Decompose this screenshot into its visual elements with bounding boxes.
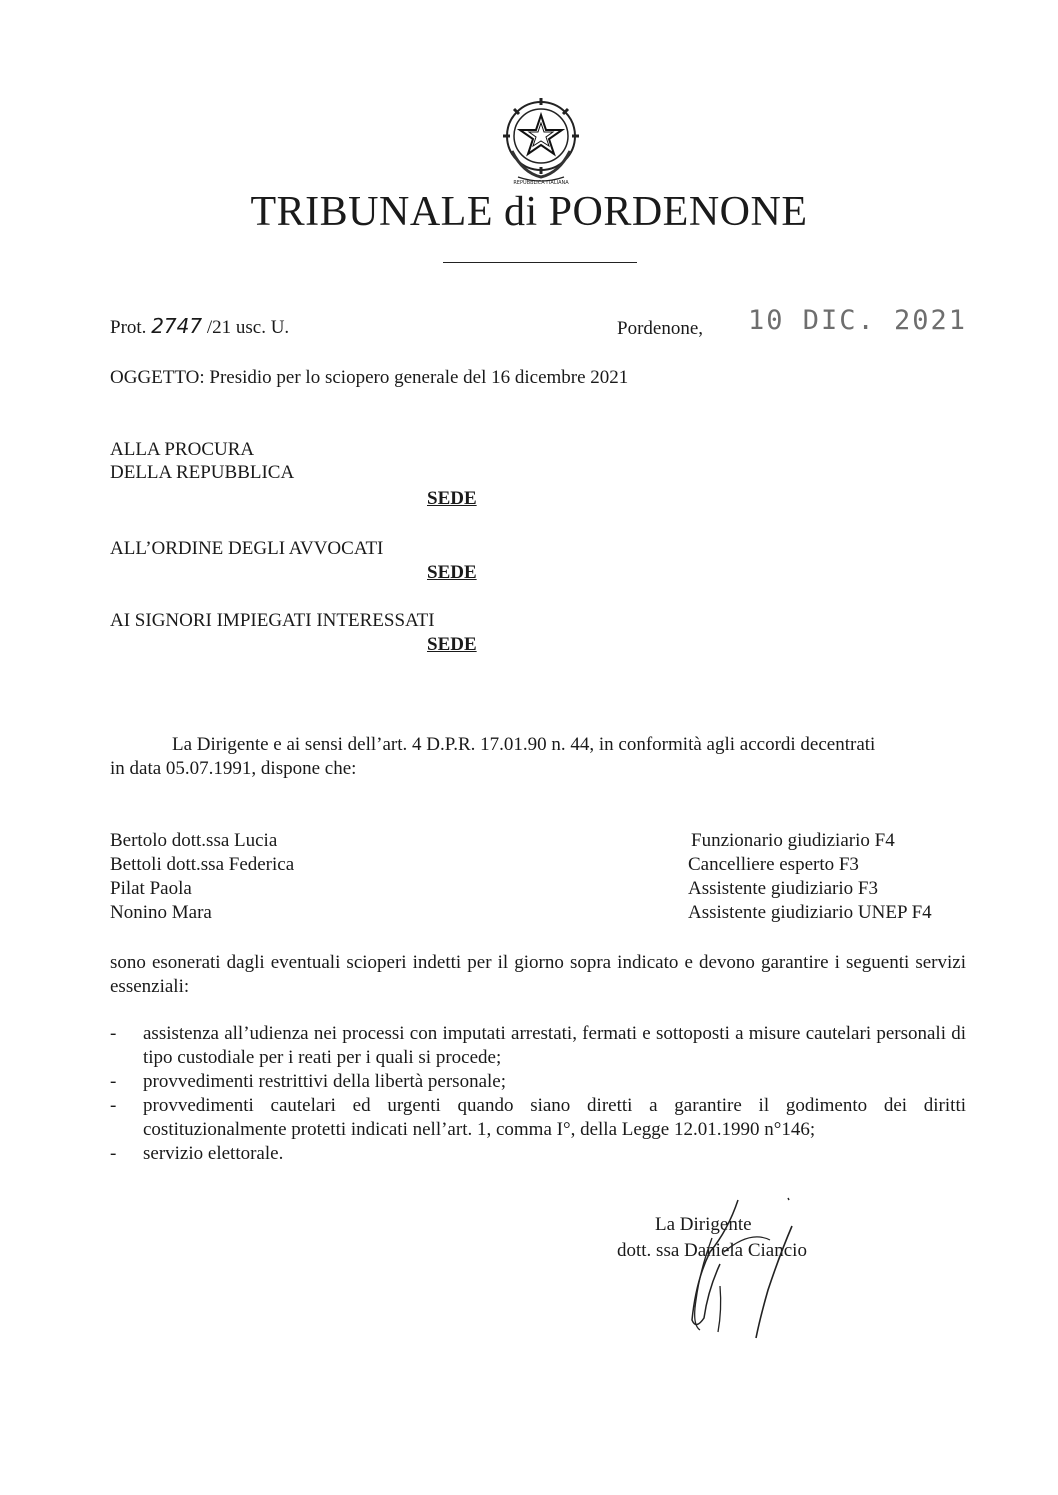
service-item: assistenza all’udienza nei processi con imputati arrestati, fermati e sottoposti a misure cautelari personali di tipo custodiale per i reati per i quali si procede; (143, 1023, 966, 1068)
staff-name: Bertolo dott.ssa Lucia (110, 830, 278, 851)
protocol-line (110, 314, 289, 340)
staff-name: Bettoli dott.ssa Federica (110, 854, 295, 875)
place-label: Pordenone, (617, 318, 704, 339)
subject-text: Presidio per lo sciopero generale del 16 dicembre 2021 (209, 367, 629, 388)
subject-line (110, 366, 628, 390)
service-item: servizio elettorale. (143, 1143, 284, 1164)
signatory-name: dott. ssa Daniela Ciancio (617, 1240, 807, 1261)
staff-role: Assistente giudiziario F3 (688, 878, 878, 899)
protocol-number: 2747 (151, 314, 203, 338)
title-divider (443, 262, 637, 263)
staff-role: Funzionario giudiziario F4 (691, 830, 895, 851)
subject-label: OGGETTO: (110, 367, 205, 388)
staff-role: Cancelliere esperto F3 (688, 854, 859, 875)
emblem-caption: REPUBBLICA ITALIANA (513, 180, 569, 186)
recipient-line: DELLA REPUBBLICA (110, 462, 295, 483)
bullet-dash: - (110, 1143, 117, 1164)
recipient-location: SEDE (427, 488, 477, 509)
service-item: provvedimenti cautelari ed urgenti quando siano diretti a garantire il godimento dei diritti costituzionalmente protetti indicati nell’art. 1, comma I°, della Legge 12.01.1990 n°146; (143, 1095, 966, 1140)
republic-emblem (498, 93, 584, 187)
recipient-location: SEDE (427, 634, 477, 655)
staff-role: Assistente giudiziario UNEP F4 (688, 902, 932, 923)
signatory-title: La Dirigente (655, 1214, 752, 1235)
bullet-dash: - (110, 1023, 117, 1044)
protocol-prefix: Prot. (110, 317, 147, 338)
handwritten-signature (600, 1190, 800, 1350)
service-item: provvedimenti restrittivi della libertà personale; (143, 1071, 506, 1092)
staff-name: Pilat Paola (110, 878, 192, 899)
date-stamp: 10 DIC. 2021 (748, 305, 968, 336)
recipient-line: ALLA PROCURA (110, 439, 255, 460)
court-title: TRIBUNALE di PORDENONE (250, 189, 808, 235)
recipient-line: ALL’ORDINE DEGLI AVVOCATI (110, 538, 384, 559)
recipient-location: SEDE (427, 562, 477, 583)
intro-line: in data 05.07.1991, dispone che: (110, 758, 357, 779)
bullet-dash: - (110, 1071, 117, 1092)
intro-line: La Dirigente e ai sensi dell’art. 4 D.P.R. 17.01.90 n. 44, in conformità agli accordi decentrati (172, 734, 876, 755)
recipient-line: AI SIGNORI IMPIEGATI INTERESSATI (110, 610, 435, 631)
bullet-dash: - (110, 1095, 117, 1116)
services-intro: sono esonerati dagli eventuali scioperi indetti per il giorno sopra indicato e devono garantire i seguenti servizi essenziali: (110, 952, 966, 997)
protocol-suffix: /21 usc. U. (206, 317, 290, 338)
staff-name: Nonino Mara (110, 902, 212, 923)
